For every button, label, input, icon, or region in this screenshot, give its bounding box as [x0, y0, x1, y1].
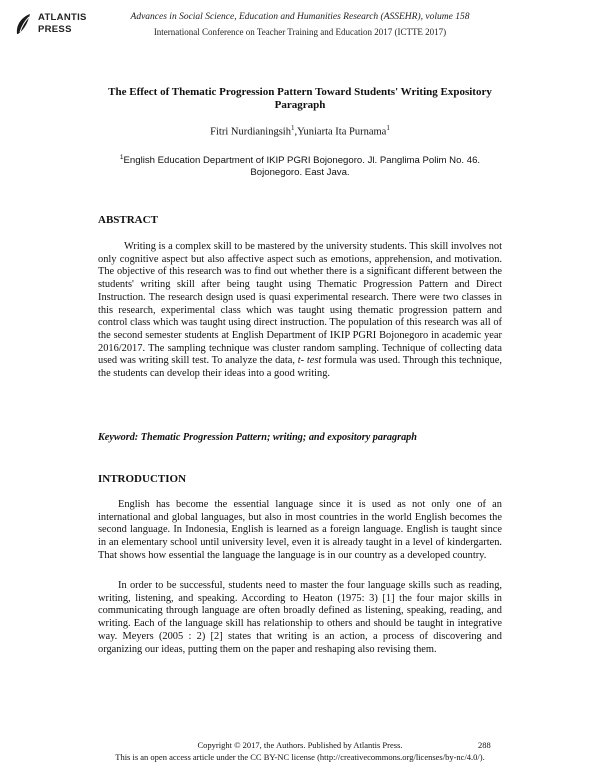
abstract-heading: ABSTRACT	[98, 214, 158, 226]
paper-title: The Effect of Thematic Progression Pattern Toward Students' Writing Expository Paragraph	[108, 86, 492, 111]
affiliation-text: English Education Department of IKIP PGRI Bojonegoro. Jl. Panglima Polim No. 46. Bojonegoro. East Java.	[123, 155, 481, 179]
abstract-body	[98, 241, 502, 381]
journal-header: Advances in Social Science, Education and Humanities Research (ASSEHR), volume 158	[130, 12, 470, 22]
license-line: This is an open access article under the CC BY-NC license (http://creativecommons.org/licenses/by-nc/4.0/).	[115, 752, 485, 762]
abstract-text-pre: Writing is a complex skill to be mastered by the university students. This skill involves not only cognitive aspect but also affective aspect such as emotions, apprehension, and motivation. The objective of this research was to find out whether there is a significant different between the students' writing skill after being taught using Thematic Progression Pattern and Direct Instruction. The research design used is quasi experimental research. There were two classes in this research, experimental class which was taught using thematic progression pattern and control class which was taught using direct instruction. The population of this research was all of the second semester students at English Department of IKIP PGRI Bojonegoro in academic year 2016/2017. The sampling technique was cluster random sampling. Technique of collecting data used was writing skill test. To analyze the data,	[98, 241, 502, 367]
introduction-heading: INTRODUCTION	[98, 473, 187, 485]
abstract-text-post: formula was used. Through this technique, the students can develop their ideas into a good writing.	[98, 355, 502, 380]
intro-paragraph-2-text: In order to be successful, students need to master the four language skills such as reading, writing, listening, and speaking. According to Heaton (1975: 3) [1] the four major skills in communicating through language are often broadly defined as listening, speaking, reading, and writing. Each of the language skill has relationship to others and should be taught in integrative way. Meyers (2005 : 2) [2] states that writing is an action, a process of discovering and organizing our ideas, putting them on the paper and reshaping also revising them.	[98, 580, 502, 655]
atlantis-press-logo	[14, 12, 94, 38]
logo-line1: ATLANTIS	[38, 12, 87, 23]
author-affil-marker: 1	[386, 124, 390, 132]
logo-line2: PRESS	[38, 24, 72, 35]
abstract-ttest: t- test	[297, 355, 322, 367]
affiliation	[100, 152, 500, 179]
conference-header: International Conference on Teacher Training and Education 2017 (ICTTE 2017)	[153, 27, 447, 37]
intro-paragraph-1-text: English has become the essential language since it is used as not only one of an international and global languages, but also in most countries in the world English becomes the second language. In Indonesia, English is learned as a foreign language. English is taught since in an elementary school until university level, even it is already taught in a level of kindergarten. That shows how essential the language the language is in our country as a developed country.	[98, 499, 502, 561]
author-name: Yuniarta Ita Purnama	[297, 126, 387, 138]
copyright-line: Copyright © 2017, the Authors. Published by Atlantis Press.	[197, 740, 403, 750]
affil-marker: 1	[119, 154, 124, 161]
atlantis-leaf-icon	[14, 12, 34, 36]
author-list	[100, 124, 500, 138]
intro-paragraph-1	[98, 499, 502, 563]
author-name: Fitri Nurdianingsih	[210, 126, 291, 138]
intro-paragraph-2	[98, 580, 502, 656]
author-affil-marker: 1	[290, 124, 295, 132]
page-number: 288	[478, 740, 491, 750]
keywords: Keyword: Thematic Progression Pattern; writing; and expository paragraph	[98, 432, 417, 443]
author-separator: ,	[294, 126, 298, 138]
